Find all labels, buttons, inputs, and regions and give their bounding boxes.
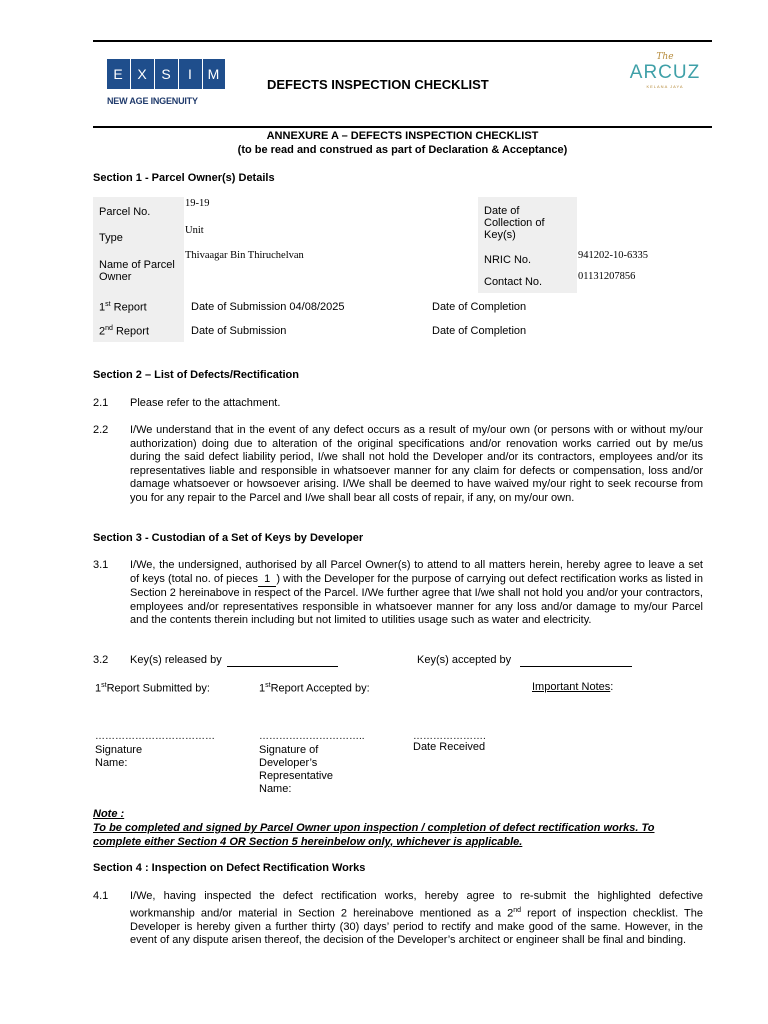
submission-date-2: Date of Submission [191,325,287,337]
report2-text: Report [115,325,150,338]
report2-num: 2 [99,325,106,338]
important-notes-text: Important Notes [532,681,611,693]
collection-date-label: Date of Collection of Key(s) [484,205,545,241]
arcuz-logo [625,52,705,89]
item-3-1-text-a: I/We, the undersigned, authorised by all Parcel Owner(s) to attend to all matters herein, hereby agree to leave a set of keys (total no. of pieces [130,559,703,585]
type-label: Type [99,232,123,244]
arcuz-logo-sub: KELANA JAYA [646,84,684,89]
completion-date-2: Date of Completion [432,325,527,337]
section3-heading-bold: Section 3 [93,532,142,544]
item-3-1-text [130,559,703,628]
section4-heading: Section 4 : Inspection on Defect Rectification Works [93,862,366,874]
owner-name-label: Name of Parcel Owner [99,259,175,283]
keys-accepted-label: Key(s) accepted by [417,654,512,666]
item-4-1-text-a: I/We, having inspected the defect rectification works, hereby agree to re-submit the highlighted defective workmanship and/or material in Section 2 hereinabove mentioned as a 2 [130,890,703,920]
owner-name-value: Thivaagar Bin Thiruchelvan [185,250,304,261]
submission-date-1: Date of Submission 04/08/2025 [191,301,345,313]
report-accepted-text: Report Accepted by: [270,682,370,695]
completion-date-1: Date of Completion [432,301,527,313]
parcel-no-label: Parcel No. [99,206,151,218]
report-accepted-num: 1 [259,682,266,695]
owner-signature-label: Signature Name: [95,744,143,769]
exsim-letter: S [155,59,178,89]
item-2-2-number: 2.2 [93,424,109,436]
keys-pieces-count: 1 [258,573,276,588]
keys-accepted-line [520,666,632,667]
nric-label: NRIC No. [484,254,532,266]
developer-signature-label: Signature of Developer’s Representative Name: [259,744,333,795]
section1-heading-bold: Section 1 [93,172,142,184]
item-4-1-text [130,890,703,948]
item-3-1-text-b: ) with the Developer for the purpose of carrying out defect rectification works as listed in Section 2 hereinabove in respect of the Parcel. I/We further agree that I/we shall not hold you and/or your contractors, employees and/or representatives responsible in whatsoever manner for any loss and/or damage to my/our Parcel and the contents therein including but not limited to utilities usage such as water and electricity. [130,572,703,627]
important-notes-colon: : [610,681,614,693]
note-text: To be completed and signed by Parcel Owner upon inspection / completion of defect rectification works. To complete either Section 4 OR Section 5 hereinbelow only, whichever is applicable. [93,822,655,848]
report-accepted-by-label [259,680,370,695]
exsim-tagline: NEW AGE INGENUITY [107,96,198,106]
report1-label [99,299,147,314]
note-label: Note : [93,808,125,820]
exsim-logo [107,59,226,106]
annexure-title: ANNEXURE A – DEFECTS INSPECTION CHECKLIST [266,130,539,142]
report1-text: Report [113,301,147,314]
exsim-letter: X [131,59,154,89]
report1-sup: st [105,301,111,308]
item-2-2-text: I/We understand that in the event of any defect occurs as a result of my/our own (or persons with or without my/our authorization) doing due to alteration of the original specifications and/or renovation works carried out by me/us during the said defect liability period, I/we shall not hold the Developer and/or its contractors, employees and/or its representatives liable and responsible in whatsoever manner for any claim for defects or compensation, loss and/or damage whatsoever or howsoever arising. I/We shall be deemed to have waived my/our right to seek recourse from you for any repair to the Parcel and I/we shall bear all costs of repair, if any, on my/our own. [130,424,703,504]
signature-dots-developer: ………………………….. [259,731,365,742]
report-submitted-sup: st [101,682,107,689]
item-2-1-text: Please refer to the attachment. [130,397,281,409]
section3-heading-rest: - Custodian of a Set of Keys by Developer [141,532,364,544]
section2-heading: Section 2 – List of Defects/Rectification [93,369,299,381]
signature-dots-date: …………………. [413,731,486,742]
arcuz-logo-name: ARCUZ [629,62,701,83]
annexure-subtitle: (to be read and construed as part of Declaration & Acceptance) [237,144,568,156]
item-3-1-number: 3.1 [93,559,109,571]
report1-num: 1 [99,301,106,314]
type-value: Unit [185,225,204,236]
exsim-letter: E [107,59,130,89]
report2-label [99,323,149,338]
report-submitted-by-label [95,680,210,695]
report-accepted-sup: st [265,682,271,689]
report-submitted-text: Report Submitted by: [106,682,210,695]
section1-heading [93,172,275,184]
report2-sup: nd [105,325,113,332]
item-4-1-number: 4.1 [93,890,109,902]
top-rule [93,40,712,42]
contact-label: Contact No. [484,276,543,288]
exsim-logo-letters [107,59,226,89]
document-title: DEFECTS INSPECTION CHECKLIST [267,77,489,92]
keys-released-label: Key(s) released by [130,654,222,666]
signature-dots-owner: ……………………………… [95,731,215,742]
parcel-no-value: 19-19 [185,198,210,209]
important-notes-label [532,681,613,693]
arcuz-logo-the: The [656,52,674,62]
item-4-1-sup: nd [513,906,522,914]
exsim-letter: M [203,59,225,89]
report-submitted-num: 1 [95,682,102,695]
header-bottom-rule [93,126,712,128]
item-4-1-text-b: report of inspection checklist. The Developer is hereby given a further thirty (30) days’ period to rectify and make good of the same. However, in the event of any dispute arisen thereof, the decision of the Developer’s architect or engineer shall be final and binding. [130,907,703,947]
item-3-2-number: 3.2 [93,654,109,666]
section1-heading-rest: - Parcel Owner(s) Details [141,172,275,184]
nric-value: 941202-10-6335 [578,250,648,261]
keys-released-line [227,666,338,667]
section3-heading [93,532,363,544]
exsim-letter: I [179,59,202,89]
date-received-label: Date Received [413,741,486,753]
item-2-1-number: 2.1 [93,397,109,409]
contact-value: 01131207856 [578,271,636,282]
